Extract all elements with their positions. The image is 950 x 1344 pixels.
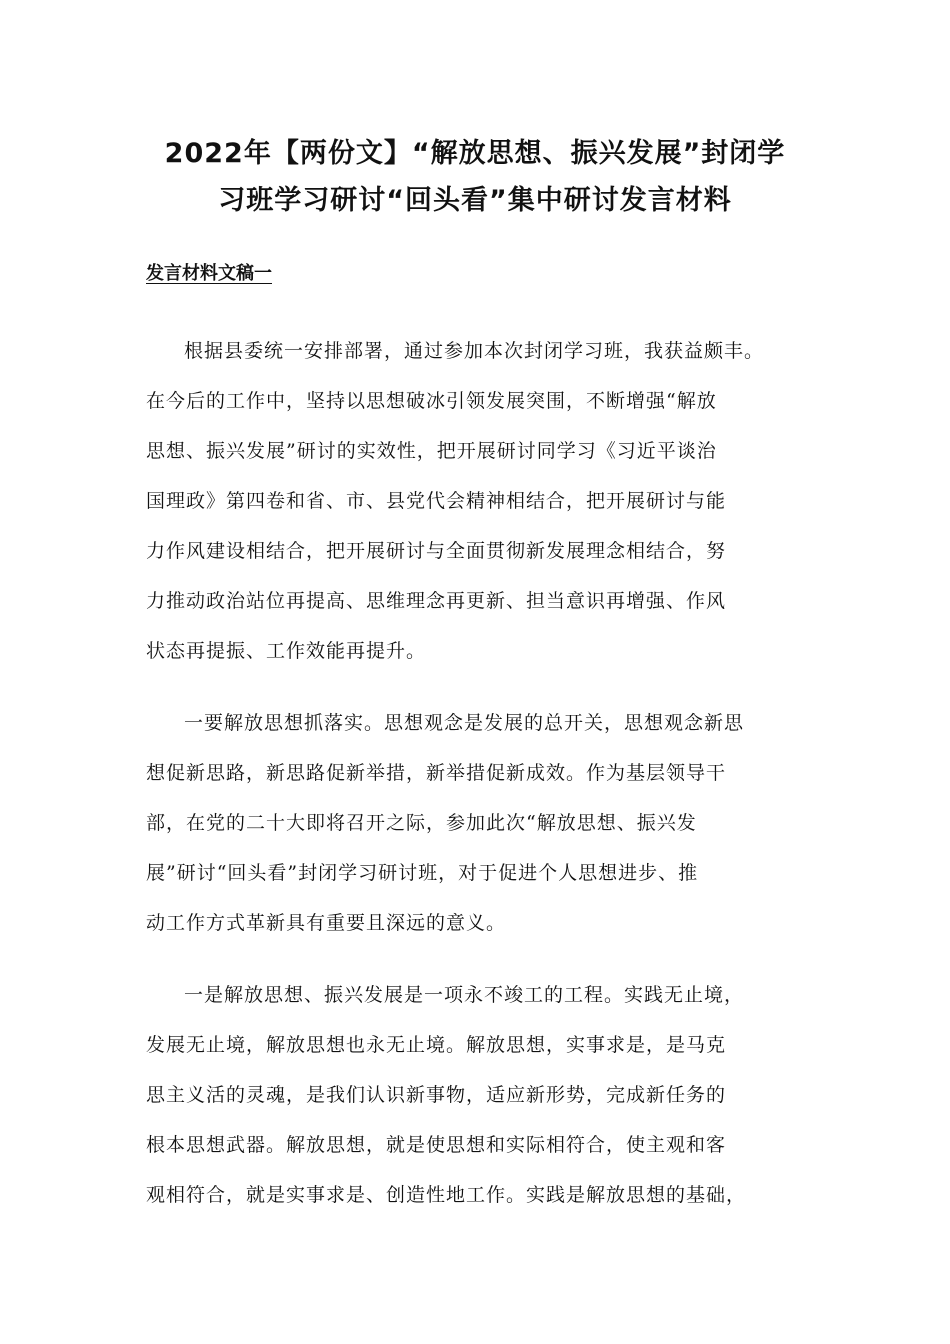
paragraph-line: 根据县委统一安排部署，通过参加本次封闭学习班，我获益颇丰。 bbox=[184, 340, 765, 362]
paragraph-line: 状态再提振、工作效能再提升。 bbox=[146, 640, 427, 662]
document-title-line-1: 2022年【两份文】“解放思想、振兴发展”封闭学 bbox=[164, 138, 786, 169]
paragraph-line: 观相符合，就是实事求是、创造性地工作。实践是解放思想的基础， bbox=[146, 1184, 747, 1206]
paragraph-2 bbox=[146, 698, 826, 948]
paragraph-line: 根本思想武器。解放思想，就是使思想和实际相符合，使主观和客 bbox=[146, 1134, 727, 1156]
paragraph-line: 思想、振兴发展”研讨的实效性，把开展研讨同学习《习近平谈治 bbox=[146, 440, 717, 462]
paragraph-line: 发展无止境，解放思想也永无止境。解放思想，实事求是，是马克 bbox=[146, 1034, 727, 1056]
paragraph-line: 在今后的工作中，坚持以思想破冰引领发展突围，不断增强“解放 bbox=[146, 390, 717, 412]
paragraph-line: 展”研讨“回头看”封闭学习研讨班，对于促进个人思想进步、推 bbox=[146, 862, 699, 884]
paragraph-line: 一要解放思想抓落实。思想观念是发展的总开关，思想观念新思 bbox=[184, 712, 745, 734]
paragraph-1 bbox=[146, 326, 826, 676]
paragraph-line: 部，在党的二十大即将召开之际，参加此次“解放思想、振兴发 bbox=[146, 812, 697, 834]
document-title-line-2: 习班学习研讨“回头看”集中研讨发言材料 bbox=[218, 185, 732, 216]
paragraph-line: 动工作方式革新具有重要且深远的意义。 bbox=[146, 912, 507, 934]
paragraph-line: 力作风建设相结合，把开展研讨与全面贯彻新发展理念相结合，努 bbox=[146, 540, 727, 562]
paragraph-line: 想促新思路，新思路促新举措，新举措促新成效。作为基层领导干 bbox=[146, 762, 727, 784]
paragraph-line: 国理政》第四卷和省、市、县党代会精神相结合，把开展研讨与能 bbox=[146, 490, 727, 512]
paragraph-line: 力推动政治站位再提高、思维理念再更新、担当意识再增强、作风 bbox=[146, 590, 727, 612]
paragraph-line: 思主义活的灵魂，是我们认识新事物，适应新形势，完成新任务的 bbox=[146, 1084, 727, 1106]
section-heading: 发言材料文稿一 bbox=[146, 263, 272, 284]
paragraph-line: 一是解放思想、振兴发展是一项永不竣工的工程。实践无止境， bbox=[184, 984, 745, 1006]
paragraph-3 bbox=[146, 970, 826, 1220]
